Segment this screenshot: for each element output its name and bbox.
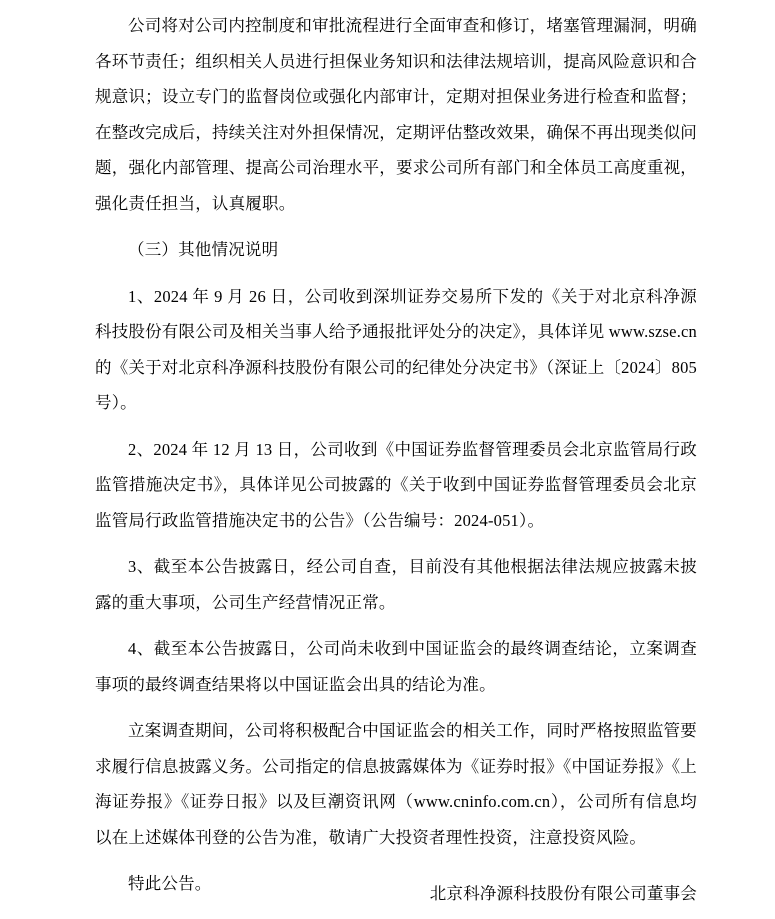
paragraph-item-2: 2、2024 年 12 月 13 日，公司收到《中国证券监督管理委员会北京监管局行政监管措施决定书》，具体详见公司披露的《关于收到中国证券监督管理委员会北京监管局行政监管措施决定书的公告》（公告编号：2024-051）。 xyxy=(95,439,697,530)
paragraph-item-4: 4、截至本公告披露日，公司尚未收到中国证监会的最终调查结论，立案调查事项的最终调查结果将以中国证监会出具的结论为准。 xyxy=(95,639,697,694)
paragraph-item-3: 3、截至本公告披露日，经公司自查，目前没有其他根据法律法规应披露未披露的重大事项，公司生产经营情况正常。 xyxy=(95,557,697,612)
paragraph-closing-notice: 特此公告。 xyxy=(128,874,212,893)
paragraph-investigation-cooperation: 立案调查期间，公司将积极配合中国证监会的相关工作，同时严格按照监管要求履行信息披露义务。公司指定的信息披露媒体为《证券时报》《中国证券报》《上海证券报》《证券日报》以及巨潮资讯网（www.cninfo.com.cn），公司所有信息均以在上述媒体刊登的公告为准，敬请广大投资者理性投资，注意投资风险。 xyxy=(95,721,697,847)
paragraph-item-1: 1、2024 年 9 月 26 日，公司收到深圳证券交易所下发的《关于对北京科净源科技股份有限公司及相关当事人给予通报批评处分的决定》，具体详见 www.szse.cn 的《关于对北京科净源科技股份有限公司的纪律处分决定书》（深证上〔2024〕805 号）。 xyxy=(95,286,697,412)
company-signature: 北京科净源科技股份有限公司董事会 xyxy=(429,884,697,903)
paragraph-remediation-measures: 公司将对公司内控制度和审批流程进行全面审查和修订，堵塞管理漏洞，明确各环节责任；组织相关人员进行担保业务知识和法律法规培训，提高风险意识和合规意识；设立专门的监督岗位或强化内部审计，定期对担保业务进行检查和监督；在整改完成后，持续关注对外担保情况，定期评估整改效果，确保不再出现类似问题，强化内部管理、提高公司治理水平，要求公司所有部门和全体员工高度重视，强化责任担当，认真履职。 xyxy=(95,16,697,213)
section-heading-other-matters: （三）其他情况说明 xyxy=(128,240,279,259)
